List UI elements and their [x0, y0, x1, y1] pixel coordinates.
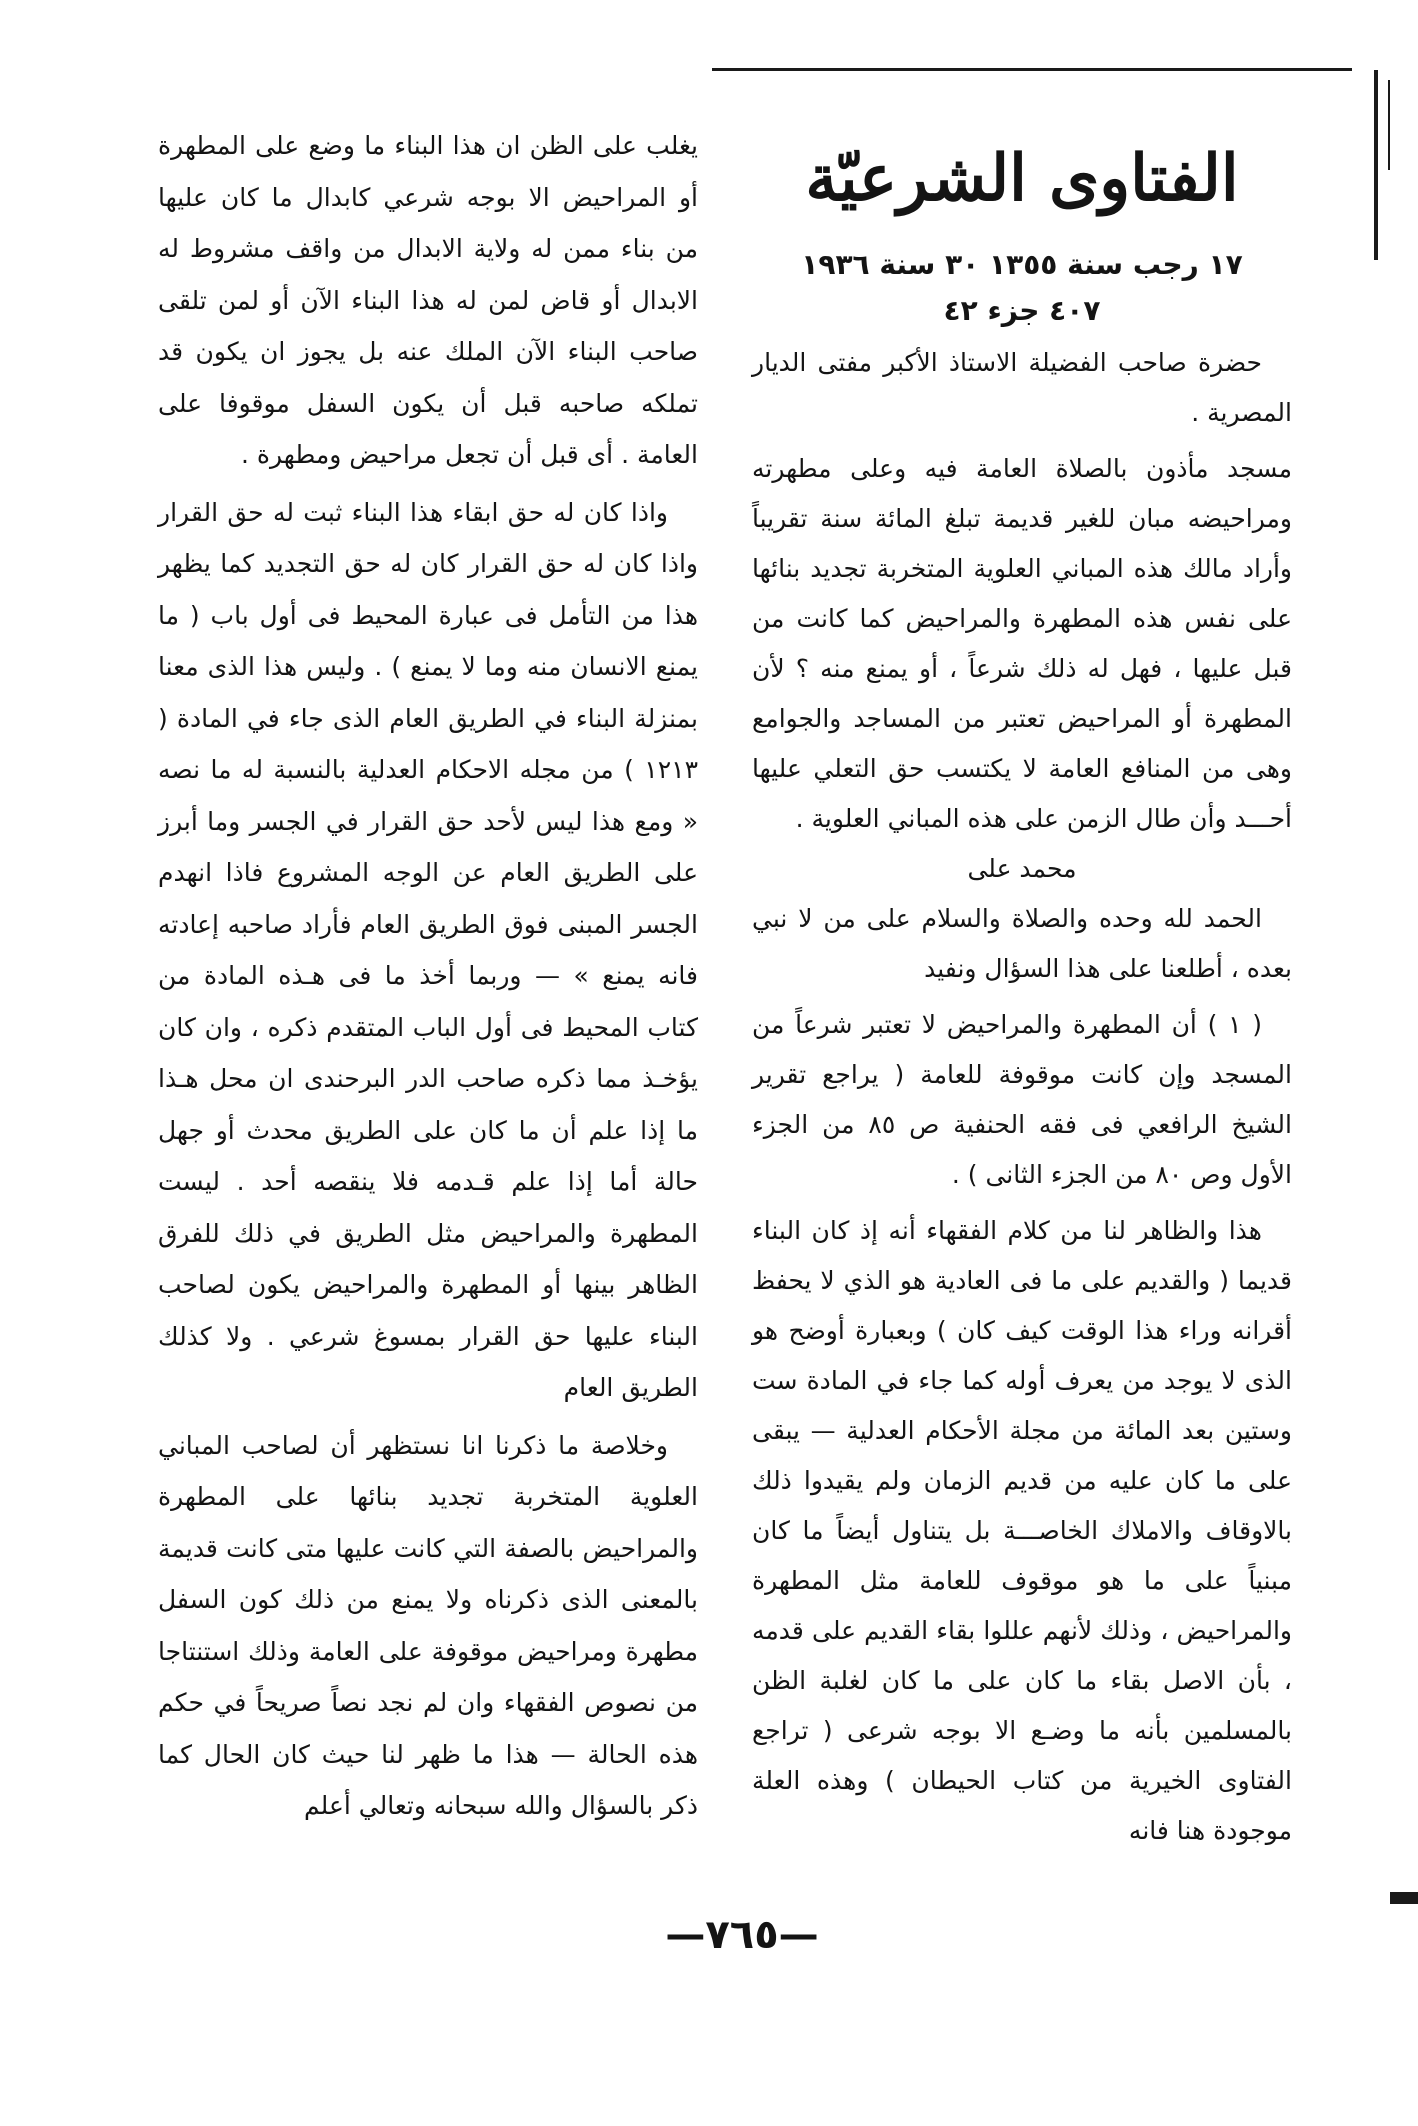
page-number: —٧٦٥— — [665, 1912, 819, 1958]
continuation-paragraph: يغلب على الظن ان هذا البناء ما وضع على المطهرة أو المراحيض الا بوجه شرعي كابدال ما كان عليها من بناء ممن له ولاية الابدال من واقف مشروط له الابدال أو قاض لمن له هذا البناء الآن أو لمن تلقى صاحب البناء الآن الملك عنه بل يجوز ان يكون قد تملكه صاحبه قبل أن يكون السفل موقوفا على العامة . أى قبل أن تجعل مراحيض ومطهرة . — [158, 131, 698, 469]
right-margin-rule — [1374, 70, 1378, 260]
conclusion-paragraph: وخلاصة ما ذكرنا انا نستظهر أن لصاحب المباني العلوية المتخربة تجديد بنائها على المطهرة والمراحيض بالصفة التي كانت عليها متى كانت قديمة بالمعنى الذى ذكرناه ولا يمنع من ذلك كون السفل مطهرة ومراحيض موقوفة على العامة وذلك استنتاجا من نصوص الفقهاء وان لم نجد نصاً صريحاً في حكم هذه الحالة — هذا ما ظهر لنا حيث كان الحال كما ذكر بالسؤال والله سبحانه وتعالي أعلم — [158, 1430, 698, 1820]
right-of-renewal-paragraph: واذا كان له حق ابقاء هذا البناء ثبت له حق القرار واذا كان له حق القرار كان له حق التجديد كما يظهر هذا من التأمل فى عبارة المحيط فى أول باب ( ما يمنع الانسان منه وما لا يمنع ) . وليس هذا الذى معنا بمنزلة البناء في الطريق العام الذى جاء في المادة ( ١٢١٣ ) من مجله الاحكام العدلية بالنسبة له ما نصه « ومع هذا ليس لأحد حق القرار في الجسر وما أبرز على الطريق العام عن الوجه المشروع فاذا انهدم الجسر المبنى فوق الطريق العام فأراد صاحبه إعادته فانه يمنع » — وربما أخذ ما فى هـذه المادة من كتاب المحيط فى أول الباب المتقدم ذكره ، وان كان يؤخـذ مما ذكره صاحب الدر البرحندى ان محل هـذا ما إذا علم أن ما كان على الطريق محدث أو جهل حالة أما إذا علم قـدمه فلا ينقصه أحد . ليست المطهرة والمراحيض مثل الطريق في ذلك للفرق الظاهر بينها أو المطهرة والمراحيض يكون لصاحب البناء عليها حق القرار بمسوغ شرعي . ولا كذلك الطريق العام — [158, 497, 698, 1402]
question-text: مسجد مأذون بالصلاة العامة فيه وعلى مطهرته ومراحيضه مبان للغير قديمة تبلغ المائة سنة تقريباً وأراد مالك هذه المباني العلوية المتخربة تجديد بنائها على نفس هذه المطهرة والمراحيض كما كانت من قبل عليها ، فهل له ذلك شرعاً ، أو يمنع منه ؟ لأن المطهرة أو المراحيض تعتبر من المساجد والجوامع وهى من المنافع العامة لا يكتسب حق التعلي عليها أحـــد وأن طال الزمن على هذه المباني العلوية . — [752, 454, 1292, 833]
top-rule — [712, 68, 1352, 71]
right-margin-thin-rule — [1388, 80, 1390, 170]
answer-point-1: ( ١ ) أن المطهرة والمراحيض لا تعتبر شرعاً من المسجد وإن كانت موقوفة للعامة ( يراجع تقرير الشيخ الرافعي فى فقه الحنفية ص ٨٥ من الجزء الأول وص ٨٠ من الجزء الثانى ) . — [752, 1010, 1292, 1189]
questioner-signature: محمد على — [967, 854, 1077, 883]
addressee: حضرة صاحب الفضيلة الاستاذ الأكبر مفتى الديار المصرية . — [752, 348, 1292, 427]
left-column — [158, 120, 698, 1832]
right-column — [752, 118, 1292, 1856]
answer-continued: هذا والظاهر لنا من كلام الفقهاء أنه إذ كان البناء قديما ( والقديم على ما فى العادية هو الذي لا يحفظ أقرانه وراء هذا الوقت كيف كان ) وبعبارة أوضح هو الذى لا يوجد من يعرف أوله كما جاء في المادة ست وستين بعد المائة من مجلة الأحكام العدلية — يبقى على ما كان عليه من قديم الزمان ولم يقيدوا ذلك بالاوقاف والاملاك الخاصـــة بل يتناول أيضاً ما كان مبنياً على ما هو موقوف للعامة مثل المطهرة والمراحيض ، وذلك لأنهم عللوا بقاء القديم على قدمه ، بأن الاصل بقاء ما كان على ما كان لغلبة الظن بالمسلمين بأنه ما وضـع الا بوجه شرعى ( تراجع الفتاوى الخيرية من كتاب الحيطان ) وهذه العلة موجودة هنا فانه — [752, 1216, 1292, 1845]
date-line: ١٧ رجب سنة ١٣٥٥ ٣٠ سنة ١٩٣٦ — [801, 248, 1243, 281]
edge-mark — [1390, 1892, 1418, 1904]
masthead-title: الفتاوى الشرعيّة — [805, 141, 1239, 216]
answer-intro: الحمد لله وحده والصلاة والسلام على من لا نبي بعده ، أطلعنا على هذا السؤال ونفيد — [752, 904, 1292, 983]
issue-line: ٤٠٧ جزء ٤٢ — [943, 294, 1101, 327]
